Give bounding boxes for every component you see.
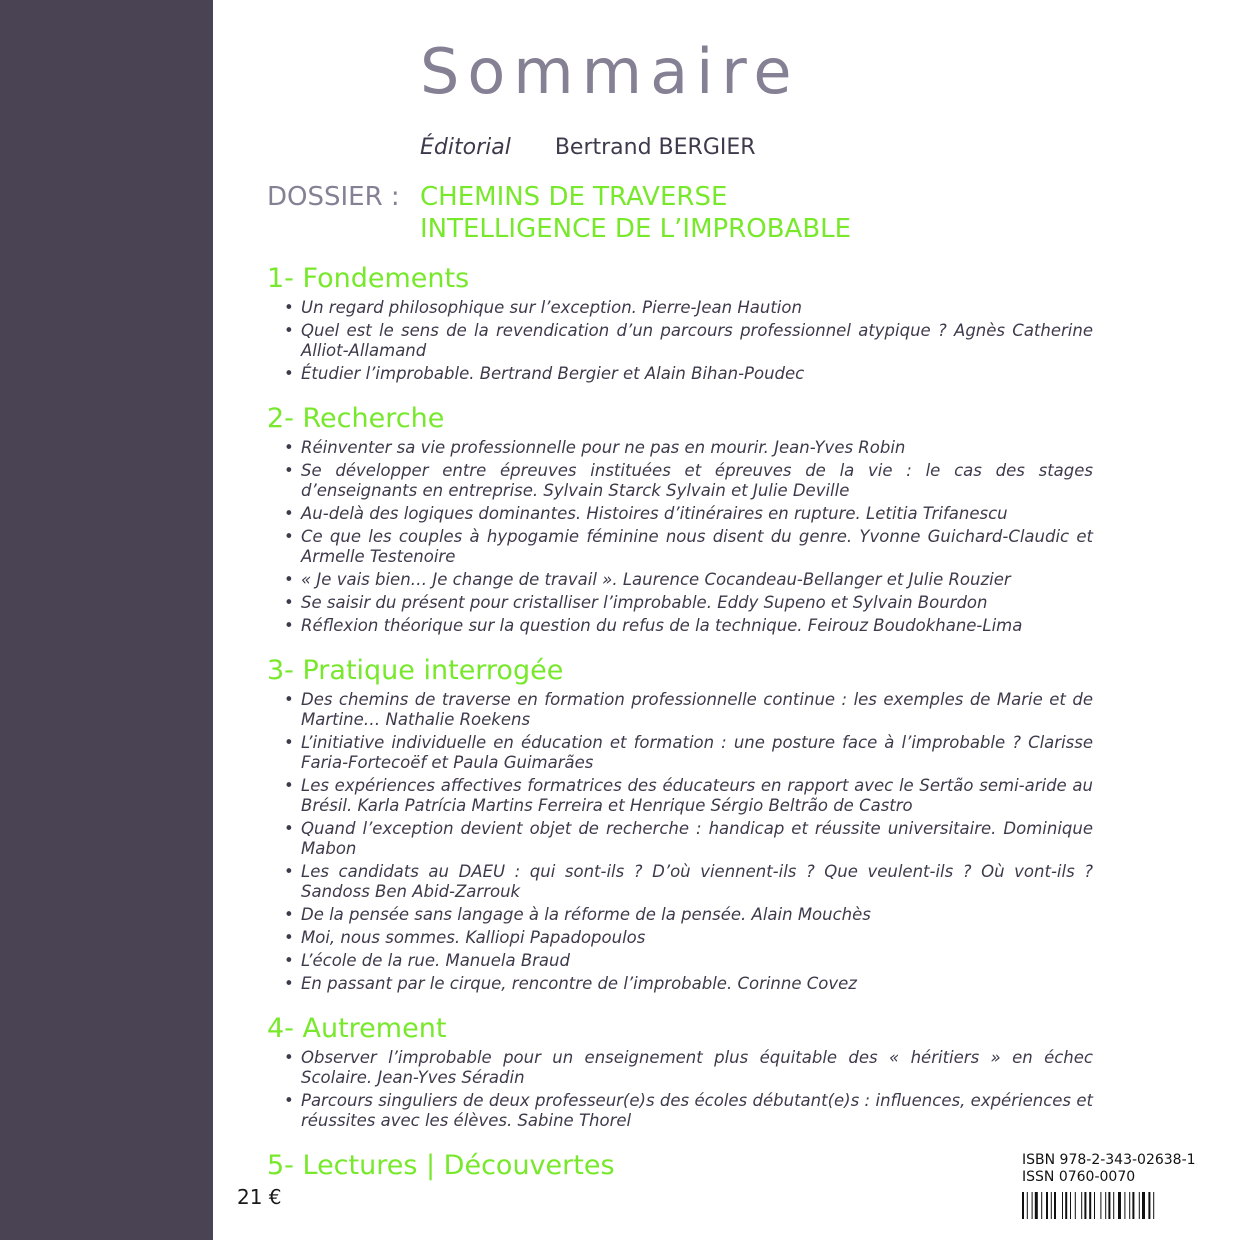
article-text: Réflexion théorique sur la question du refus de la technique. Feirouz Boudokhane-Lima — [301, 616, 1023, 635]
article-item — [267, 570, 1093, 590]
article-text: L’initiative individuelle en éducation et formation : une posture face à l’improbable ? Clarisse Faria-Fortecoëf et Paula Guimarães — [301, 733, 1093, 772]
editorial-line — [420, 134, 756, 162]
barcode-bar — [1065, 1192, 1067, 1219]
bullet-icon: • — [284, 616, 294, 635]
article-text: Les candidats au DAEU : qui sont-ils ? D’où viennent-ils ? Que veulent-ils ? Où vont-ils ? Sandoss Ben Abid-Zarrouk — [301, 862, 1093, 901]
article-item — [267, 862, 1093, 902]
barcode-bar — [1089, 1192, 1091, 1219]
section-heading: 1- Fondements — [267, 263, 470, 294]
issn-number: ISSN 0760-0070 — [1022, 1169, 1136, 1185]
article-item — [267, 298, 1093, 318]
bullet-icon: • — [284, 570, 294, 589]
article-text: Étudier l’improbable. Bertrand Bergier et Alain Bihan-Poudec — [301, 364, 805, 383]
bullet-icon: • — [284, 974, 294, 993]
toc-section — [267, 654, 1093, 994]
bullet-icon: • — [284, 438, 294, 457]
article-item — [267, 905, 1093, 925]
editorial-label: Éditorial — [420, 135, 511, 160]
article-text: Des chemins de traverse en formation professionnelle continue : les exemples de Marie et de Martine… Nathalie Roekens — [301, 690, 1093, 729]
bullet-icon: • — [284, 690, 294, 709]
barcode-bar — [1041, 1192, 1042, 1219]
barcode-bar — [1142, 1192, 1145, 1219]
article-text: En passant par le cirque, rencontre de l’improbable. Corinne Covez — [301, 974, 857, 993]
dossier-label: DOSSIER : — [267, 182, 400, 212]
article-item — [267, 616, 1093, 636]
article-item — [267, 461, 1093, 501]
dossier-title-line-1: CHEMINS DE TRAVERSE — [420, 182, 728, 212]
article-list — [267, 298, 1093, 384]
bullet-icon: • — [284, 593, 294, 612]
barcode-bar — [1105, 1192, 1106, 1219]
bullet-icon: • — [284, 298, 294, 317]
barcode-bar — [1153, 1192, 1154, 1219]
bullet-icon: • — [284, 819, 294, 838]
page-title: Sommaire — [420, 35, 800, 108]
barcode-icon — [1022, 1192, 1202, 1219]
article-text: Un regard philosophique sur l’exception. Pierre-Jean Haution — [301, 298, 802, 317]
article-item — [267, 690, 1093, 730]
barcode-bar — [1035, 1192, 1038, 1219]
article-text: « Je vais bien… Je change de travail ». Laurence Cocandeau-Bellanger et Julie Rouzier — [301, 570, 1011, 589]
article-item — [267, 951, 1093, 971]
article-list — [267, 690, 1093, 994]
editorial-author: Bertrand BERGIER — [554, 135, 756, 160]
barcode-bar — [1113, 1192, 1114, 1219]
barcode-bar — [1118, 1192, 1121, 1219]
bullet-icon: • — [284, 928, 294, 947]
bullet-icon: • — [284, 527, 294, 546]
table-of-contents — [267, 262, 1093, 1201]
section-heading: 3- Pratique interrogée — [267, 655, 564, 686]
barcode-bar — [1108, 1192, 1110, 1219]
article-text: Au-delà des logiques dominantes. Histoires d’itinéraires en rupture. Letitia Trifanescu — [301, 504, 1008, 523]
isbn-number: ISBN 978-2-343-02638-1 — [1022, 1152, 1196, 1168]
price: 21 € — [237, 1185, 282, 1209]
bullet-icon: • — [284, 905, 294, 924]
barcode-bar — [1075, 1192, 1076, 1219]
barcode-bar — [1054, 1192, 1056, 1219]
article-text: Se développer entre épreuves instituées et épreuves de la vie : le cas des stages d’enseignants en entreprise. Sylvain Starck Sylvain et Julie Deville — [301, 461, 1093, 500]
article-item — [267, 504, 1093, 524]
article-text: Quand l’exception devient objet de recherche : handicap et réussite universitaire. Dominique Mabon — [301, 819, 1093, 858]
barcode-bar — [1070, 1192, 1071, 1219]
barcode-bar — [1094, 1192, 1095, 1219]
section-heading: 2- Recherche — [267, 403, 445, 434]
bullet-icon: • — [284, 504, 294, 523]
article-text: Observer l’improbable pour un enseignement plus équitable des « héritiers » en échec Scolaire. Jean-Yves Séradin — [301, 1048, 1093, 1087]
article-text: Quel est le sens de la revendication d’un parcours professionnel atypique ? Agnès Catherine Alliot-Allamand — [301, 321, 1093, 360]
barcode-bar — [1124, 1192, 1125, 1219]
article-text: Moi, nous sommes. Kalliopi Papadopoulos — [301, 928, 646, 947]
barcode-bar — [1046, 1192, 1048, 1219]
barcode-bar — [1062, 1192, 1063, 1219]
bullet-icon: • — [284, 1091, 294, 1110]
barcode-bar — [1139, 1192, 1140, 1219]
barcode-bar — [1129, 1192, 1130, 1219]
article-text: Les expériences affectives formatrices des éducateurs en rapport avec le Sertão semi-aride au Brésil. Karla Patrícia Martins Ferreira et Henrique Sérgio Beltrão de Castro — [301, 776, 1093, 815]
bullet-icon: • — [284, 862, 294, 881]
article-item — [267, 438, 1093, 458]
dossier-title-line-2: INTELLIGENCE DE L’IMPROBABLE — [420, 214, 852, 244]
bullet-icon: • — [284, 733, 294, 752]
bullet-icon: • — [284, 1048, 294, 1067]
article-item — [267, 1048, 1093, 1088]
bullet-icon: • — [284, 321, 294, 340]
sidebar-band — [0, 0, 213, 1240]
article-item — [267, 733, 1093, 773]
toc-section — [267, 1012, 1093, 1131]
article-item — [267, 364, 1093, 384]
section-heading: 5- Lectures | Découvertes — [267, 1150, 615, 1181]
article-list — [267, 438, 1093, 636]
barcode-bar — [1132, 1192, 1134, 1219]
barcode-bar — [1148, 1192, 1150, 1219]
article-item — [267, 593, 1093, 613]
barcode-bar — [1100, 1192, 1101, 1219]
barcode-bar — [1081, 1192, 1082, 1219]
article-item — [267, 321, 1093, 361]
barcode-bar — [1032, 1192, 1033, 1219]
section-heading: 4- Autrement — [267, 1013, 447, 1044]
bullet-icon: • — [284, 776, 294, 795]
article-item — [267, 819, 1093, 859]
article-item — [267, 928, 1093, 948]
article-text: Ce que les couples à hypogamie féminine nous disent du genre. Yvonne Guichard-Claudic et Armelle Testenoire — [301, 527, 1093, 566]
bullet-icon: • — [284, 951, 294, 970]
article-text: Parcours singuliers de deux professeur(e)s des écoles débutant(e)s : influences, expériences et réussites avec les élèves. Sabine Thorel — [301, 1091, 1093, 1130]
article-item — [267, 527, 1093, 567]
toc-section — [267, 262, 1093, 384]
toc-section — [267, 1149, 1093, 1183]
bullet-icon: • — [284, 461, 294, 480]
barcode-bar — [1027, 1192, 1028, 1219]
article-list — [267, 1048, 1093, 1131]
barcode-bar — [1051, 1192, 1052, 1219]
article-item — [267, 1091, 1093, 1131]
isbn-block — [1022, 1152, 1196, 1186]
barcode-bar — [1084, 1192, 1086, 1219]
article-item — [267, 974, 1093, 994]
article-text: L’école de la rue. Manuela Braud — [301, 951, 570, 970]
toc-section — [267, 402, 1093, 636]
article-text: Se saisir du présent pour cristalliser l’improbable. Eddy Supeno et Sylvain Bourdon — [301, 593, 988, 612]
article-text: De la pensée sans langage à la réforme de la pensée. Alain Mouchès — [301, 905, 871, 924]
dossier-title — [420, 181, 851, 245]
article-text: Réinventer sa vie professionnelle pour ne pas en mourir. Jean-Yves Robin — [301, 438, 906, 457]
article-item — [267, 776, 1093, 816]
bullet-icon: • — [284, 364, 294, 383]
barcode-bar — [1022, 1192, 1024, 1219]
